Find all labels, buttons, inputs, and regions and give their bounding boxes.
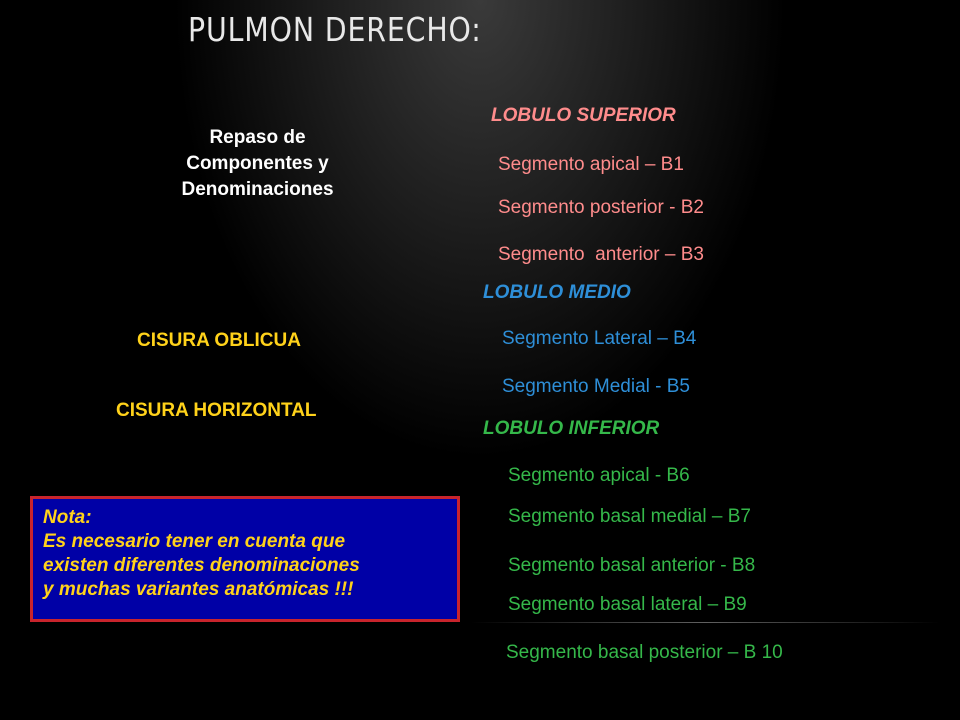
segment-b7: Segmento basal medial – B7: [508, 506, 751, 527]
lobulo-inferior-header: LOBULO INFERIOR: [483, 418, 660, 439]
note-line: existen diferentes denominaciones: [43, 555, 360, 576]
subtitle-line: Repaso de: [209, 127, 306, 148]
segment-b3: Segmento anterior – B3: [498, 244, 704, 265]
cisura-horizontal-label: CISURA HORIZONTAL: [116, 400, 317, 421]
note-line: Es necesario tener en cuenta que: [43, 531, 346, 552]
note-box: [30, 496, 460, 622]
segment-b10: Segmento basal posterior – B 10: [506, 642, 783, 663]
subtitle-line: Componentes y: [186, 153, 329, 174]
note-line: y muchas variantes anatómicas !!!: [43, 579, 354, 600]
segment-b4: Segmento Lateral – B4: [502, 328, 697, 349]
divider-line: [470, 622, 940, 623]
slide-subtitle: [135, 125, 380, 203]
segment-b1: Segmento apical – B1: [498, 154, 684, 175]
slide-title: PULMON DERECHO:: [188, 10, 482, 49]
lobulo-superior-header: LOBULO SUPERIOR: [491, 105, 676, 126]
segment-b9: Segmento basal lateral – B9: [508, 594, 747, 615]
lobulo-medio-header: LOBULO MEDIO: [483, 282, 631, 303]
note-heading: Nota:: [43, 507, 92, 528]
subtitle-line: Denominaciones: [181, 179, 334, 200]
segment-b8: Segmento basal anterior - B8: [508, 555, 756, 576]
segment-b5: Segmento Medial - B5: [502, 376, 690, 397]
segment-b2: Segmento posterior - B2: [498, 197, 704, 218]
segment-b6: Segmento apical - B6: [508, 465, 690, 486]
cisura-oblicua-label: CISURA OBLICUA: [137, 330, 301, 351]
